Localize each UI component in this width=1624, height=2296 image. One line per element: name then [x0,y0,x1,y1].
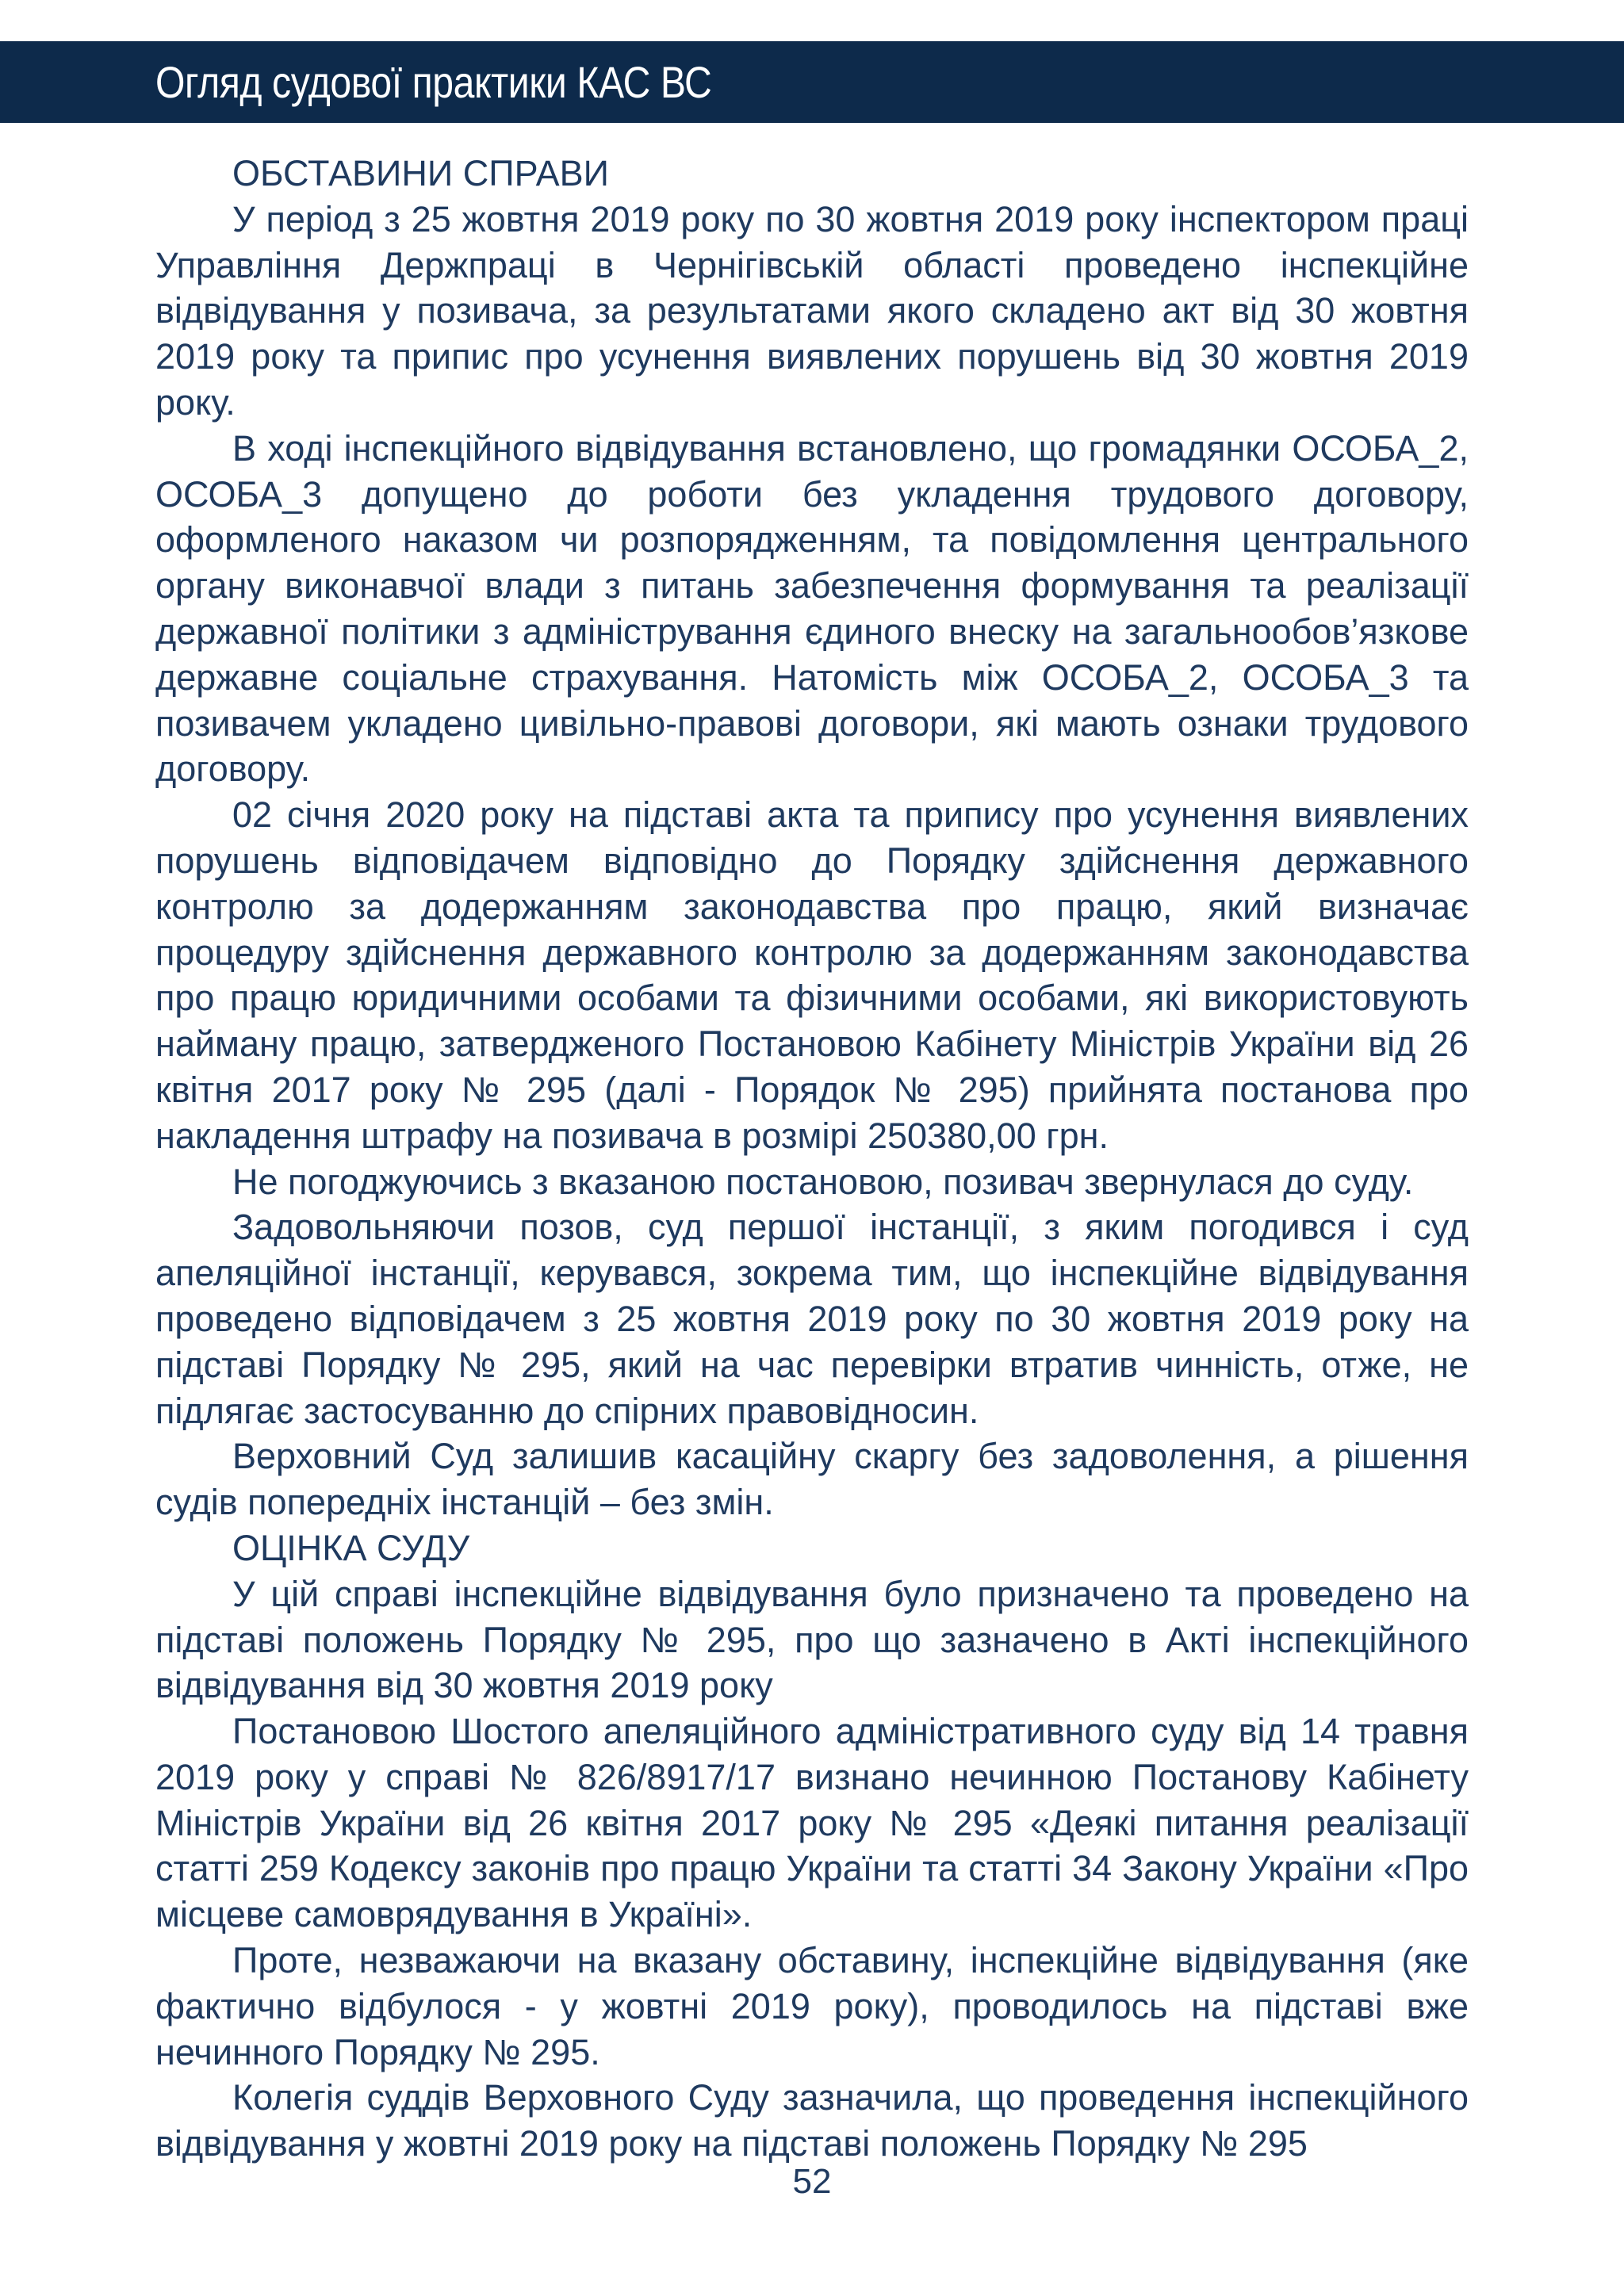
page-number: 52 [792,2162,832,2201]
paragraph: В ході інспекційного відвідування встановлено, що громадянки ОСОБА_2, ОСОБА_3 допущено до роботи без укладення трудового договору, оформленого наказом чи розпорядженням, та повідомлення центрального органу виконавчої влади з питань забезпечення формування та реалізації державної політики з адміністрування єдиного внеску на загальнообов’язкове державне соціальне страхування. Натомість між ОСОБА_2, ОСОБА_3 та позивачем укладено цивільно-правові договори, які мають ознаки трудового договору. [155,427,1469,790]
paragraph: Задовольняючи позов, суд першої інстанції, з яким погодився і суд апеляційної інстанції, керувався, зокрема тим, що інспекційне відвідування проведено відповідачем з 25 жовтня 2019 року по 30 жовтня 2019 року на підставі Порядку № 295, який на час перевірки втратив чинність, отже, не підлягає застосуванню до спірних правовідносин. [155,1207,1469,1431]
paragraph: Постановою Шостого апеляційного адміністративного суду від 14 травня 2019 року у справі № 826/8917/17 визнано нечинною Постанову Кабінету Міністрів України від 26 квітня 2017 року № 295 «Деякі питання реалізації статті 259 Кодексу законів про працю України та статті 34 Закону України «Про місцеве самоврядування в Україні». [155,1711,1469,1935]
paragraph: У період з 25 жовтня 2019 року по 30 жовтня 2019 року інспектором праці Управління Держпраці в Чернігівській області проведено інспекційне відвідування у позивача, за результатами якого складено акт від 30 жовтня 2019 року та припис про усунення виявлених порушень від 30 жовтня 2019 року. [155,198,1469,423]
section-heading-circumstances: ОБСТАВИНИ СПРАВИ [232,153,609,193]
paragraph: 02 січня 2020 року на підставі акта та припису про усунення виявлених порушень відповідачем відповідно до Порядку здійснення державного контролю за додержанням законодавства про працю, який визначає процедуру здійснення державного контролю за додержанням законодавства про працю юридичними особами та фізичними особами, які використовують найману працю, затвердженого Постановою Кабінету Міністрів України від 26 квітня 2017 року № 295 (далі - Порядок № 295) прийнята постанова про накладення штрафу на позивача в розмірі 250380,00 грн. [155,794,1469,1156]
paragraph: Верховний Суд залишив касаційну скаргу без задоволення, а рішення судів попередніх інстанцій – без змін. [155,1436,1469,1523]
paragraph: Проте, незважаючи на вказану обставину, інспекційне відвідування (яке фактично відбулося - у жовтні 2019 року), проводилось на підставі вже нечинного Порядку № 295. [155,1940,1469,2072]
document-title: Огляд судової практики КАС ВС [155,57,712,107]
section-heading-assessment: ОЦІНКА СУДУ [232,1527,470,1568]
document-body [155,151,1469,2167]
paragraph: У цій справі інспекційне відвідування було призначено та проведено на підставі положень Порядку № 295, про що зазначено в Акті інспекційного відвідування від 30 жовтня 2019 року [155,1573,1469,1706]
paragraph: Не погоджуючись з вказаною постановою, позивач звернулася до суду. [232,1161,1414,1202]
paragraph: Колегія суддів Верховного Суду зазначила, що проведення інспекційного відвідування у жовтні 2019 року на підставі положень Порядку № 295 [155,2077,1469,2164]
